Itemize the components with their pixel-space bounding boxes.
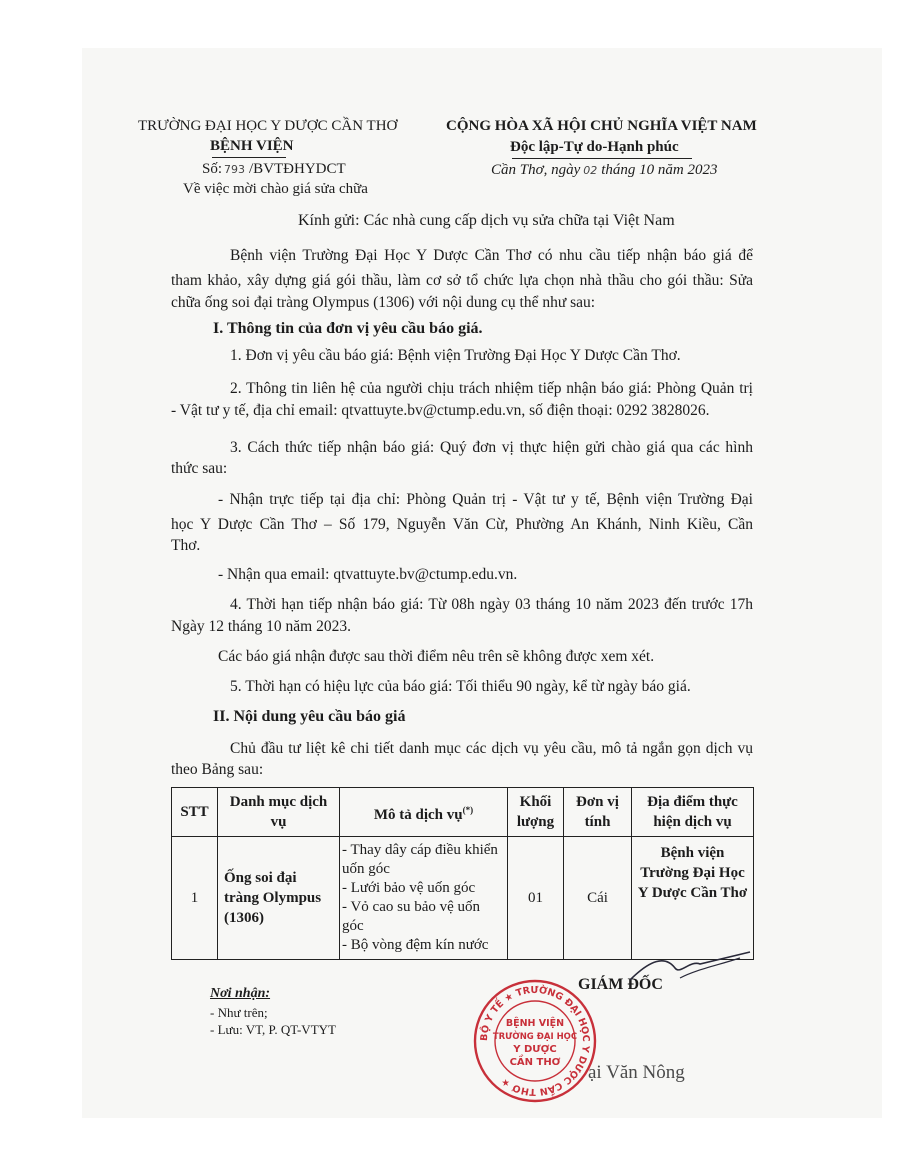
hospital-name: BỆNH VIỆN [210,138,294,154]
table-header-row [172,788,754,837]
item-3a-line-1: - Nhận trực tiếp tại địa chỉ: Phòng Quản trị - Vật tư y tế, Bệnh viện Trường Đại [218,491,753,508]
cell-stt: 1 [172,837,218,960]
cell-description [340,837,508,960]
item-3a-line-2: học Y Dược Cần Thơ – Số 179, Nguyễn Văn Cừ, Phường An Khánh, Ninh Kiều, Cần [171,516,753,533]
description-item: - Bộ vòng đệm kín nước [342,937,489,953]
doc-number-suffix: /BVTĐHYDCT [249,161,346,177]
cell-quantity: 01 [508,837,564,960]
motto-underline [512,158,692,159]
table-intro-line-1: Chủ đầu tư liệt kê chi tiết danh mục các dịch vụ yêu cầu, mô tả ngắn gọn dịch vụ [230,740,753,757]
cell-unit: Cái [564,837,632,960]
description-item: - Vỏ cao su bảo vệ uốn góc [342,899,481,934]
header-stt: STT [172,788,218,837]
recipient-item: - Lưu: VT, P. QT-VTYT [210,1022,336,1037]
cell-location: Bệnh viện Trường Đại Học Y Dược Cần Thơ [632,837,754,960]
header-description-sup: (*) [462,804,474,815]
header-quantity: Khối lượng [508,788,564,837]
recipient-item: - Như trên; [210,1005,268,1020]
document-number [202,161,346,178]
deadline-note: Các báo giá nhận được sau thời điểm nêu trên sẽ không được xem xét. [218,648,655,665]
item-2-line-1: 2. Thông tin liên hệ của người chịu trách nhiệm tiếp nhận báo giá: Phòng Quản trị [230,380,753,397]
intro-line-3: chữa ống soi đại tràng Olympus (1306) với nội dung cụ thể như sau: [171,294,596,311]
document-subject: Về việc mời chào giá sửa chữa [183,181,368,197]
table-row [172,837,754,960]
nation-title: CỘNG HÒA XÃ HỘI CHỦ NGHĨA VIỆT NAM [446,118,757,134]
doc-number-prefix: Số: [202,161,223,177]
item-3-line-1: 3. Cách thức tiếp nhận báo giá: Quý đơn vị thực hiện gửi chào giá qua các hình [230,439,753,456]
service-table [171,787,754,960]
stamp-line-2: TRƯỜNG ĐẠI HỌC [492,1032,578,1042]
stamp-line-1: BỆNH VIỆN [505,1018,565,1029]
date-suffix: tháng 10 năm 2023 [601,162,718,178]
header-description [340,788,508,837]
description-item: - Lưới bảo vệ uốn góc [342,880,476,896]
recipients-block [210,985,336,1038]
header-location: Địa điểm thực hiện dịch vụ [632,788,754,837]
university-name: TRƯỜNG ĐẠI HỌC Y DƯỢC CẦN THƠ [138,118,398,134]
signer-name: ại Văn Nông [588,1062,685,1083]
intro-line-2: tham khảo, xây dựng giá gói thầu, làm cơ sở tổ chức lựa chọn nhà thầu cho gói thầu: Sửa [171,272,753,289]
doc-number-handwritten: 793 [224,163,246,176]
item-3a-line-3: Thơ. [171,537,201,554]
description-item: - Thay dây cáp điều khiển uốn góc [342,842,498,877]
item-4-line-1: 4. Thời hạn tiếp nhận báo giá: Từ 08h ngày 03 tháng 10 năm 2023 đến trước 17h [230,596,753,613]
date-prefix: Cần Thơ, ngày [491,162,581,178]
item-2-line-2: - Vật tư y tế, địa chỉ email: qtvattuyte.bv@ctump.edu.vn, số điện thoại: 0292 3828026. [171,402,710,419]
header-category: Danh mục dịch vụ [218,788,340,837]
header-description-label: Mô tả dịch vụ [373,806,463,823]
item-3b: - Nhận qua email: qtvattuyte.bv@ctump.edu.vn. [218,566,518,583]
header-unit: Đơn vị tính [564,788,632,837]
section-1-heading: I. Thông tin của đơn vị yêu cầu báo giá. [213,320,483,337]
document-date [491,162,718,179]
director-title: GIÁM ĐỐC [578,976,663,993]
stamp-line-4: CẦN THƠ [509,1057,561,1068]
signature-scribble [620,950,760,990]
recipients-title: Nơi nhận: [210,986,271,1001]
addressee: Kính gửi: Các nhà cung cấp dịch vụ sửa chữa tại Việt Nam [298,212,675,229]
stamp-ring-text: BỘ Y TẾ ★ TRƯỜNG ĐẠI HỌC Y DƯỢC CẦN THƠ ★ [478,984,592,1098]
item-3-line-2: thức sau: [171,460,228,477]
item-4-line-2: Ngày 12 tháng 10 năm 2023. [171,618,351,635]
item-1: 1. Đơn vị yêu cầu báo giá: Bệnh viện Trường Đại Học Y Dược Cần Thơ. [230,347,681,364]
item-5: 5. Thời hạn có hiệu lực của báo giá: Tối thiểu 90 ngày, kể từ ngày báo giá. [230,678,691,695]
national-motto: Độc lập-Tự do-Hạnh phúc [510,139,679,155]
official-stamp-seal [472,978,598,1104]
intro-line-1: Bệnh viện Trường Đại Học Y Dược Cần Thơ có nhu cầu tiếp nhận báo giá để [230,247,753,264]
stamp-line-3: Y DƯỢC [513,1044,557,1055]
cell-category: Ống soi đại tràng Olympus (1306) [218,837,340,960]
hospital-underline [212,157,286,158]
date-day-handwritten: 02 [583,164,598,177]
section-2-heading: II. Nội dung yêu cầu báo giá [213,708,406,725]
table-intro-line-2: theo Bảng sau: [171,761,264,778]
